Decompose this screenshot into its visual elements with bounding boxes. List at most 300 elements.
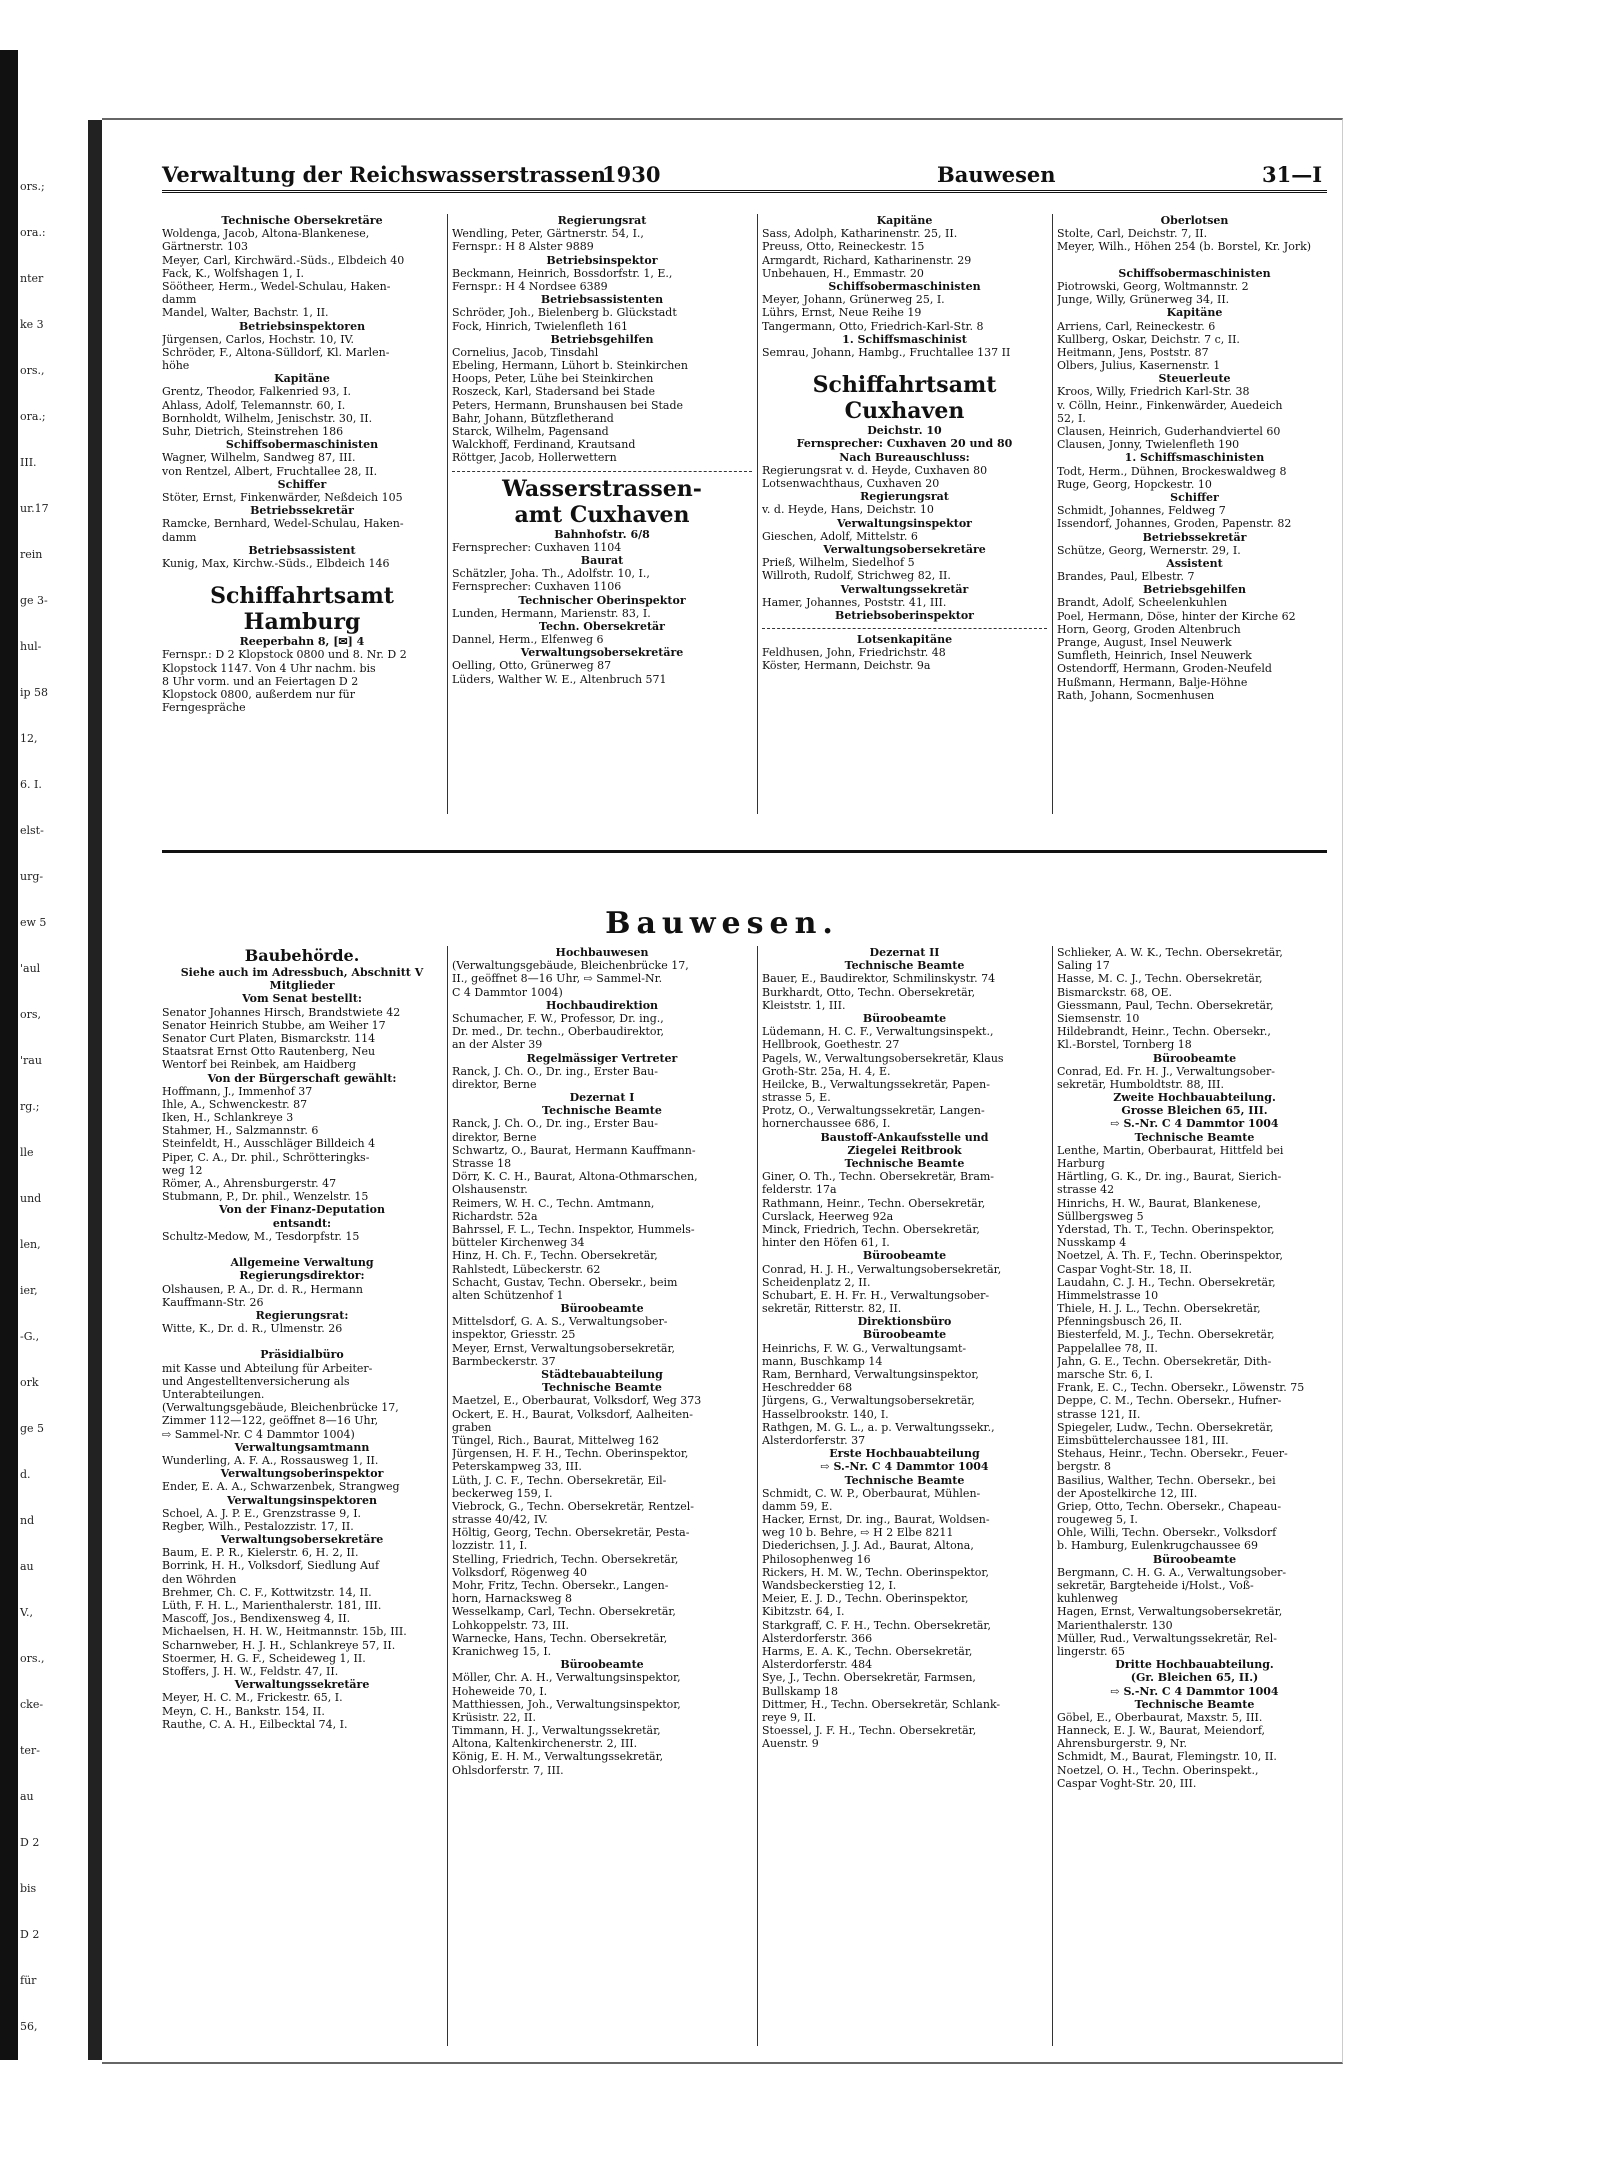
directory-entry: sekretär, Bargteheide i/Holst., Voß-	[1057, 1579, 1254, 1592]
section-heading: Technische Beamte	[844, 1157, 965, 1170]
directory-entry: Fernsprecher: Cuxhaven 1106	[452, 580, 622, 594]
directory-entry: Lohkoppelstr. 73, III.	[452, 1618, 570, 1632]
directory-entry: Ahlass, Adolf, Telemannstr. 60, I.	[162, 398, 346, 412]
directory-entry: mann, Buschkamp 14	[762, 1354, 883, 1368]
stub-fragment: 6. I.	[20, 778, 42, 791]
directory-entry: Lührs, Ernst, Neue Reihe 19	[762, 306, 922, 320]
stub-fragment: 12,	[20, 732, 38, 745]
directory-entry: Alsterdorferstr. 37	[762, 1433, 866, 1447]
section-heading: Städtebauabteilung	[541, 1368, 663, 1381]
directory-entry: Hellbrook, Goethestr. 27	[762, 1038, 900, 1052]
directory-entry: Müller, Rud., Verwaltungssekretär, Rel-	[1057, 1631, 1277, 1645]
section-heading: Regierungsrat	[860, 490, 949, 504]
directory-entry: Klopstock 0800, außerdem nur für	[162, 688, 355, 701]
directory-entry: Stoffers, J. H. W., Feldstr. 47, II.	[162, 1664, 339, 1678]
stub-fragment: d.	[20, 1468, 31, 1481]
directory-entry: Göbel, E., Oberbaurat, Maxstr. 5, III.	[1057, 1710, 1263, 1724]
directory-entry: Noetzel, A. Th. F., Techn. Oberinspektor,	[1057, 1249, 1283, 1263]
directory-entry: v. d. Heyde, Hans, Deichstr. 10	[762, 503, 934, 517]
stub-fragment: ke 3	[20, 318, 44, 331]
directory-entry: Schütze, Georg, Wernerstr. 29, I.	[1057, 543, 1241, 557]
directory-entry: Harms, E. A. K., Techn. Obersekretär,	[762, 1644, 973, 1658]
directory-entry: bergstr. 8	[1057, 1460, 1111, 1474]
section-heading: Verwaltungsobersekretäre	[520, 646, 684, 660]
directory-entry: Schwartz, O., Baurat, Hermann Kauffmann-	[452, 1143, 696, 1157]
directory-entry: Meyer, Ernst, Verwaltungsobersekretär,	[452, 1341, 675, 1355]
section-heading: Steuerleute	[1158, 372, 1231, 386]
directory-entry: Protz, O., Verwaltungssekretär, Langen-	[762, 1104, 985, 1118]
directory-entry: Olshausenstr.	[452, 1183, 528, 1197]
directory-entry: Fernspr.: D 2 Klopstock 0800 und 8. Nr. D 2	[162, 648, 407, 662]
previous-page-stub	[18, 120, 89, 2060]
section-heading: Verwaltungsobersekretäre	[823, 542, 986, 556]
directory-entry: Klopstock 1147. Von 4 Uhr nachm. bis	[162, 661, 376, 675]
directory-entry: Ohlsdorferstr. 7, III.	[452, 1763, 564, 1777]
section-heading: Kapitäne	[876, 214, 933, 227]
directory-entry: Lüdemann, H. C. F., Verwaltungsinspekt.,	[762, 1025, 994, 1039]
directory-entry: kuhlenweg	[1057, 1592, 1118, 1606]
stub-fragment: au	[20, 1790, 34, 1803]
section-title: Bauwesen.	[605, 906, 839, 941]
directory-entry: Woldenga, Jacob, Altona-Blankenese,	[162, 227, 370, 241]
section-heading: Technische Beamte	[1134, 1697, 1255, 1711]
dashed-rule	[762, 622, 1047, 629]
section-heading: Baustoff-Ankaufsstelle und	[820, 1130, 989, 1144]
section-heading: Hochbauwesen	[555, 946, 649, 959]
directory-entry: Söötheer, Herm., Wedel-Schulau, Haken-	[162, 279, 391, 293]
section-heading: ⇨ S.-Nr. C 4 Dammtor 1004	[1110, 1684, 1279, 1698]
section-heading: Oberlotsen	[1160, 214, 1229, 227]
directory-entry: Volksdorf, Rögenweg 40	[452, 1565, 587, 1579]
section-heading: Büroobeamte	[560, 1658, 644, 1672]
directory-entry: Schröder, F., Altona-Sülldorf, Kl. Marlen-	[162, 345, 390, 359]
directory-entry: bütteler Kirchenweg 34	[452, 1236, 585, 1250]
column-divider	[757, 214, 758, 814]
directory-entry: Burkhardt, Otto, Techn. Obersekretär,	[762, 985, 976, 999]
directory-entry: Harburg	[1057, 1157, 1105, 1170]
directory-entry: mit Kasse und Abteilung für Arbeiter-	[162, 1361, 373, 1375]
directory-entry: Minck, Friedrich, Techn. Obersekretär,	[762, 1222, 980, 1236]
section-heading: Büroobeamte	[1152, 1051, 1237, 1065]
directory-entry: Lotsenwachthaus, Cuxhaven 20	[762, 477, 940, 490]
directory-entry: Walckhoff, Ferdinand, Krautsand	[452, 438, 636, 452]
directory-entry: Kranichweg 15, I.	[452, 1644, 552, 1658]
section-heading: Technische Beamte	[844, 959, 965, 973]
directory-entry: Mascoff, Jos., Bendixensweg 4, II.	[162, 1612, 351, 1626]
directory-entry: Alsterdorferstr. 366	[762, 1631, 873, 1645]
directory-entry: Matthiessen, Joh., Verwaltungsinspektor,	[452, 1697, 681, 1711]
section-heading: Schiffer	[1170, 490, 1219, 504]
directory-entry: Meyer, Wilh., Höhen 254 (b. Borstel, Kr. Jork)	[1057, 240, 1312, 254]
column-divider	[447, 946, 448, 2046]
column-divider	[447, 214, 448, 814]
directory-entry: Schumacher, F. W., Professor, Dr. ing.,	[452, 1011, 664, 1025]
directory-entry: Peters, Hermann, Brunshausen bei Stade	[452, 398, 684, 412]
directory-entry: Hoops, Peter, Lühe bei Steinkirchen	[452, 372, 654, 386]
stub-fragment: bis	[20, 1882, 37, 1895]
stub-fragment: D 2	[20, 1836, 40, 1849]
directory-entry: Rathgen, M. G. L., a. p. Verwaltungssekr.,	[762, 1420, 995, 1434]
section-heading: Büroobeamte	[560, 1302, 644, 1316]
stub-fragment: ors.,	[20, 364, 45, 377]
stub-fragment: für	[20, 1974, 37, 1987]
stub-fragment: rein	[20, 548, 43, 561]
directory-entry: Heinrichs, F. W. G., Verwaltungsamt-	[762, 1341, 967, 1355]
directory-entry: Meyer, H. C. M., Frickestr. 65, I.	[162, 1691, 343, 1705]
directory-entry: Himmelstrasse 10	[1057, 1288, 1159, 1302]
section-heading: Betriebssekretär	[250, 504, 354, 518]
directory-entry: Senator Heinrich Stubbe, am Weiher 17	[162, 1018, 386, 1032]
directory-entry: Michaelsen, H. H. W., Heitmannstr. 15b, III.	[162, 1625, 407, 1639]
directory-entry: Curslack, Heerweg 92a	[762, 1209, 894, 1223]
spacer	[162, 570, 442, 583]
directory-entry: Stubmann, P., Dr. phil., Wenzelstr. 15	[162, 1190, 369, 1204]
spacer	[1057, 254, 1332, 267]
spacer	[162, 1243, 442, 1256]
directory-entry: Cornelius, Jacob, Tinsdahl	[452, 345, 599, 359]
directory-entry: Kl.-Borstel, Tornberg 18	[1057, 1038, 1192, 1052]
directory-entry: Bergmann, C. H. G. A., Verwaltungsober-	[1057, 1565, 1287, 1579]
directory-entry: Piper, C. A., Dr. phil., Schrötteringks-	[162, 1150, 370, 1164]
section-heading: 1. Schiffsmaschinisten	[1124, 451, 1265, 465]
section-heading: (Gr. Bleichen 65, II.)	[1130, 1671, 1259, 1685]
directory-entry: alten Schützenhof 1	[452, 1288, 564, 1302]
stub-fragment: ora.;	[20, 410, 46, 423]
directory-entry: Oelling, Otto, Grünerweg 87	[452, 659, 612, 673]
section-heading: Technische Obersekretäre	[221, 214, 383, 227]
section-heading: Verwaltungsobersekretäre	[220, 1533, 384, 1547]
directory-entry: direktor, Berne	[452, 1130, 537, 1144]
running-header	[162, 160, 1327, 193]
directory-entry: Regber, Wilh., Pestalozzistr. 17, II.	[162, 1519, 354, 1533]
directory-entry: Olshausen, P. A., Dr. d. R., Hermann	[162, 1282, 363, 1296]
directory-entry: weg 12	[162, 1163, 203, 1177]
directory-entry: Pagels, W., Verwaltungsobersekretär, Klaus	[762, 1051, 1004, 1065]
directory-entry: Sye, J., Techn. Obersekretär, Farmsen,	[762, 1671, 976, 1685]
directory-entry: Schacht, Gustav, Techn. Obersekr., beim	[452, 1275, 678, 1289]
directory-entry: Hanneck, E. J. W., Baurat, Meiendorf,	[1057, 1724, 1266, 1738]
directory-entry: Kleiststr. 1, III.	[762, 998, 846, 1012]
stub-fragment: len,	[20, 1238, 41, 1251]
stub-fragment: 'aul	[20, 962, 41, 975]
column-divider	[1052, 214, 1053, 814]
stub-fragment: ur.17	[20, 502, 49, 515]
directory-entry: Kauffmann-Str. 26	[162, 1295, 264, 1309]
office-title: Schiffahrtsamt	[812, 372, 997, 399]
directory-entry: den Wöhrden	[162, 1572, 237, 1586]
office-title: Hamburg	[243, 609, 361, 636]
directory-entry: Bornholdt, Wilhelm, Jenischstr. 30, II.	[162, 411, 373, 425]
directory-entry: Süllbergsweg 5	[1057, 1209, 1144, 1223]
directory-entry: hornerchaussee 686, I.	[762, 1117, 891, 1131]
section-heading: ⇨ S.-Nr. C 4 Dammtor 1004	[820, 1460, 989, 1474]
stub-fragment: urg-	[20, 870, 44, 883]
section-heading: Betriebsassistenten	[540, 293, 664, 307]
directory-entry: Wandsbeckerstieg 12, I.	[762, 1579, 897, 1592]
section-rule	[162, 850, 1327, 853]
section-heading: Von der Finanz-Deputation	[219, 1203, 385, 1217]
directory-entry: Grentz, Theodor, Falkenried 93, I.	[162, 385, 351, 399]
directory-entry: Ram, Bernhard, Verwaltungsinspektor,	[762, 1368, 979, 1381]
section-heading: Verwaltungsamtmann	[234, 1440, 370, 1454]
directory-entry: Suhr, Dietrich, Steinstrehen 186	[162, 425, 344, 438]
directory-entry: Piotrowski, Georg, Woltmannstr. 2	[1057, 279, 1249, 293]
directory-entry: Lenthe, Martin, Oberbaurat, Hittfeld bei	[1057, 1143, 1284, 1157]
directory-entry: Giner, O. Th., Techn. Obersekretär, Bram-	[762, 1170, 995, 1184]
directory-entry: Hacker, Ernst, Dr. ing., Baurat, Woldsen-	[762, 1513, 990, 1527]
directory-entry: Staatsrat Ernst Otto Rautenberg, Neu	[162, 1045, 376, 1059]
section-heading: entsandt:	[272, 1216, 332, 1230]
directory-entry: Olbers, Julius, Kasernenstr. 1	[1057, 359, 1221, 373]
directory-entry: Römer, A., Ahrensburgerstr. 47	[162, 1177, 337, 1190]
directory-entry: 8 Uhr vorm. und an Feiertagen D 2	[162, 674, 359, 688]
directory-entry: Meier, E. J. D., Techn. Oberinspektor,	[762, 1592, 969, 1606]
directory-entry: beckerweg 159, I.	[452, 1486, 553, 1500]
directory-entry: Hußmann, Hermann, Balje-Höhne	[1057, 675, 1248, 689]
directory-entry: Yderstad, Th. T., Techn. Oberinspektor,	[1057, 1222, 1275, 1236]
directory-entry: Ruge, Georg, Hopckestr. 10	[1057, 477, 1212, 491]
directory-entry: Fack, K., Wolfshagen 1, I.	[162, 266, 304, 280]
section-heading: Lotsenkapitäne	[856, 633, 953, 647]
stub-fragment: ge 5	[20, 1422, 45, 1435]
directory-entry: Schoel, A. J. P. E., Grenzstrasse 9, I.	[162, 1506, 362, 1520]
top-column-1	[162, 214, 442, 914]
directory-entry: Tüngel, Rich., Baurat, Mittelweg 162	[452, 1433, 660, 1447]
directory-entry: Clausen, Heinrich, Guderhandviertel 60	[1057, 425, 1281, 438]
directory-entry: Schlieker, A. W. K., Techn. Obersekretär,	[1057, 946, 1283, 959]
directory-entry: und Angestelltenversicherung als	[162, 1374, 350, 1388]
directory-entry: Stelling, Friedrich, Techn. Obersekretär,	[452, 1552, 679, 1566]
directory-entry: Krüsistr. 22, II.	[452, 1710, 537, 1724]
directory-entry: Hinz, H. Ch. F., Techn. Obersekretär,	[452, 1249, 658, 1263]
section-heading: Büroobeamte	[862, 1328, 947, 1342]
directory-entry: Dannel, Herm., Elfenweg 6	[452, 633, 604, 647]
directory-entry: Rickers, H. M. W., Techn. Oberinspektor,	[762, 1565, 989, 1579]
header-title: Verwaltung der Reichswasserstrassen	[162, 162, 606, 187]
directory-entry: Ender, E. A. A., Schwarzenbek, Strangweg	[162, 1480, 400, 1494]
section-heading: Dritte Hochbauabteilung.	[1115, 1658, 1274, 1672]
directory-entry: Gieschen, Adolf, Mittelstr. 6	[762, 529, 918, 543]
section-heading: Regierungsrat:	[255, 1308, 349, 1322]
bottom-column-1	[162, 946, 442, 2056]
header-section: Bauwesen	[937, 162, 1056, 187]
section-heading: Schiffsobermaschinisten	[1118, 266, 1271, 280]
directory-entry: Rath, Johann, Socmenhusen	[1057, 688, 1215, 702]
directory-entry: Saling 17	[1057, 959, 1110, 973]
directory-entry: Unterabteilungen.	[162, 1388, 265, 1401]
directory-entry: Schmidt, Johannes, Feldweg 7	[1057, 504, 1226, 518]
directory-entry: Schätzler, Joha. Th., Adolfstr. 10, I.,	[452, 567, 650, 581]
stub-fragment: ors.;	[20, 180, 45, 193]
directory-entry: Heilcke, B., Verwaltungssekretär, Papen-	[762, 1077, 990, 1091]
top-column-3	[762, 214, 1047, 914]
directory-entry: sekretär, Humboldtstr. 88, III.	[1057, 1077, 1224, 1091]
directory-entry: lozzistr. 11, I.	[452, 1539, 528, 1553]
directory-entry: Reimers, W. H. C., Techn. Amtmann,	[452, 1196, 655, 1210]
directory-entry: Siemsenstr. 10	[1057, 1011, 1140, 1025]
directory-entry: Senator Curt Platen, Bismarckstr. 114	[162, 1031, 376, 1045]
directory-entry: graben	[452, 1420, 492, 1434]
directory-entry: Junge, Willy, Grünerweg 34, II.	[1057, 293, 1230, 307]
stub-fragment: nd	[20, 1514, 35, 1527]
stub-fragment: -G.,	[20, 1330, 40, 1343]
bottom-column-4	[1057, 946, 1332, 2056]
stub-fragment: V.,	[20, 1606, 34, 1619]
directory-entry: Barmbeckerstr. 37	[452, 1354, 556, 1368]
directory-entry: Frank, E. C., Techn. Obersekr., Löwenstr. 75	[1057, 1381, 1305, 1395]
directory-entry: Ranck, J. Ch. O., Dr. ing., Erster Bau-	[452, 1117, 658, 1131]
stub-fragment: ors.,	[20, 1652, 45, 1665]
dashed-rule	[452, 465, 752, 472]
directory-entry: der Apostelkirche 12, III.	[1057, 1486, 1198, 1500]
section-heading: Verwaltungsoberinspektor	[220, 1467, 384, 1481]
directory-entry: Preuss, Otto, Reineckestr. 15	[762, 240, 925, 254]
directory-entry: strasse 5, E.	[762, 1091, 831, 1105]
directory-entry: Ferngespräche	[162, 701, 246, 715]
directory-entry: Griep, Otto, Techn. Obersekr., Chapeau-	[1057, 1499, 1282, 1513]
directory-entry: Scharnweber, H. J. H., Schlankreye 57, II.	[162, 1638, 396, 1652]
section-heading: Technische Beamte	[542, 1381, 662, 1395]
directory-entry: ⇨ Sammel-Nr. C 4 Dammtor 1004)	[162, 1427, 355, 1441]
directory-entry: inspektor, Griesstr. 25	[452, 1328, 576, 1342]
directory-entry: Stolte, Carl, Deichstr. 7, II.	[1057, 227, 1208, 241]
directory-entry: b. Hamburg, Eulenkrugchaussee 69	[1057, 1539, 1259, 1553]
directory-entry: Kroos, Willy, Friedrich Karl-Str. 38	[1057, 385, 1250, 399]
section-heading: Mitglieder	[269, 979, 335, 993]
stub-fragment: nter	[20, 272, 44, 285]
section-heading: Von der Bürgerschaft gewählt:	[207, 1071, 397, 1085]
section-heading: Direktionsbüro	[857, 1315, 952, 1329]
directory-entry: Wentorf bei Reinbek, am Haidberg	[162, 1058, 357, 1072]
directory-entry: Meyer, Johann, Grünerweg 25, I.	[762, 293, 945, 307]
directory-entry: Brehmer, Ch. C. F., Kottwitzstr. 14, II.	[162, 1585, 372, 1599]
directory-entry: Witte, K., Dr. d. R., Ulmenstr. 26	[162, 1322, 343, 1336]
directory-entry: Senator Johannes Hirsch, Brandstwiete 42	[162, 1005, 401, 1019]
directory-entry: v. Cölln, Heinr., Finkenwärder, Auedeich	[1057, 398, 1283, 412]
directory-entry: Roszeck, Karl, Stadersand bei Stade	[452, 385, 656, 399]
directory-entry: Schmidt, M., Baurat, Flemingstr. 10, II.	[1057, 1750, 1277, 1764]
directory-entry: Warnecke, Hans, Techn. Obersekretär,	[452, 1631, 668, 1645]
directory-entry: Bullskamp 18	[762, 1684, 839, 1698]
section-heading: Verwaltungssekretäre	[234, 1678, 370, 1692]
directory-entry: Ockert, E. H., Baurat, Volksdorf, Aalheiten-	[452, 1407, 693, 1421]
directory-entry: Jürgensen, Carlos, Hochstr. 10, IV.	[162, 332, 355, 346]
directory-entry: Dörr, K. C. H., Baurat, Altona-Othmarschen,	[452, 1170, 698, 1184]
section-heading: Techn. Obersekretär	[539, 619, 665, 633]
directory-entry: Stoermer, H. G. F., Scheideweg 1, II.	[162, 1651, 366, 1665]
directory-entry: Dr. med., Dr. techn., Oberbaudirektor,	[452, 1025, 665, 1039]
directory-entry: Maetzel, E., Oberbaurat, Volksdorf, Weg 373	[452, 1394, 702, 1408]
directory-entry: Pfenningsbusch 26, II.	[1057, 1315, 1183, 1329]
directory-entry: Bahrssel, F. L., Techn. Inspektor, Hummels-	[452, 1222, 695, 1236]
section-heading: 1. Schiffsmaschinist	[842, 332, 967, 346]
directory-entry: Rahlstedt, Lübeckerstr. 62	[452, 1262, 601, 1276]
section-heading: Vom Senat bestellt:	[242, 992, 362, 1006]
section-heading: Zweite Hochbauabteilung.	[1113, 1091, 1276, 1105]
directory-entry: Peterskampweg 33, III.	[452, 1460, 582, 1474]
section-heading: Allgemeine Verwaltung	[230, 1256, 374, 1270]
directory-entry: Marienthalerstr. 130	[1057, 1618, 1173, 1632]
directory-entry: damm	[162, 293, 197, 307]
directory-entry: Stehaus, Heinr., Techn. Obersekr., Feuer-	[1057, 1447, 1288, 1461]
directory-entry: Fernspr.: H 8 Alster 9889	[452, 240, 594, 254]
section-heading: Dezernat II	[869, 946, 940, 959]
section-heading: Reeperbahn 8, [✉] 4	[239, 635, 365, 649]
directory-entry: Semrau, Johann, Hambg., Fruchtallee 137 II	[762, 345, 1011, 359]
stub-fragment: und	[20, 1192, 42, 1205]
directory-entry: Iken, H., Schlankreye 3	[162, 1111, 294, 1125]
directory-entry: Stöter, Ernst, Finkenwärder, Neßdeich 105	[162, 490, 403, 504]
section-heading: Büroobeamte	[862, 1249, 947, 1263]
bottom-column-3	[762, 946, 1047, 2056]
directory-entry: König, E. H. M., Verwaltungssekretär,	[452, 1750, 664, 1764]
section-heading: Dezernat I	[569, 1091, 635, 1105]
stub-fragment: ier,	[20, 1284, 38, 1297]
directory-entry: Willroth, Rudolf, Strichweg 82, II.	[762, 569, 951, 583]
office-title: Schiffahrtsamt	[210, 583, 394, 610]
directory-entry: Hoheweide 70, I.	[452, 1684, 548, 1698]
directory-entry: Armgardt, Richard, Katharinenstr. 29	[762, 253, 972, 267]
directory-entry: lingerstr. 65	[1057, 1644, 1126, 1658]
directory-entry: horn, Harnacksweg 8	[452, 1592, 573, 1606]
section-heading: Betriebsassistent	[248, 543, 356, 557]
stub-fragment: cke-	[20, 1698, 44, 1711]
directory-entry: Jahn, G. E., Techn. Obersekretär, Dith-	[1057, 1354, 1272, 1368]
section-heading: Nach Bureauschluss:	[839, 450, 970, 464]
office-title: Cuxhaven	[844, 398, 965, 425]
directory-entry: Todt, Herm., Dühnen, Brockeswaldweg 8	[1057, 464, 1287, 478]
section-heading: Betriebssekretär	[1142, 530, 1247, 544]
directory-entry: Strasse 18	[452, 1157, 512, 1170]
directory-entry: Röttger, Jacob, Hollerwettern	[452, 451, 617, 465]
office-title: Baubehörde.	[244, 946, 360, 965]
spacer	[762, 359, 1047, 372]
directory-entry: reye 9, II.	[762, 1710, 817, 1724]
directory-entry: direktor, Berne	[452, 1077, 537, 1091]
directory-entry: Wunderling, A. F. A., Rossausweg 1, II.	[162, 1453, 379, 1467]
section-heading: Baurat	[580, 553, 624, 567]
spacer	[162, 1335, 442, 1348]
directory-entry: Jürgens, G., Verwaltungsobersekretär,	[762, 1394, 975, 1408]
section-heading: Assistent	[1166, 556, 1223, 570]
directory-entry: rougeweg 5, I.	[1057, 1513, 1138, 1527]
directory-entry: Ostendorff, Hermann, Groden-Neufeld	[1057, 662, 1272, 676]
directory-entry: Köster, Hermann, Deichstr. 9a	[762, 659, 931, 673]
directory-entry: Wagner, Wilhelm, Sandweg 87, III.	[162, 451, 356, 465]
directory-entry: Prange, August, Insel Neuwerk	[1057, 636, 1232, 649]
column-divider	[1052, 946, 1053, 2046]
directory-entry: Diederichsen, J. J. Ad., Baurat, Altona,	[762, 1539, 974, 1553]
section-heading: Schiffsobermaschinisten	[225, 438, 379, 452]
directory-entry: strasse 40/42, IV.	[452, 1513, 548, 1527]
section-heading: Technische Beamte	[844, 1473, 965, 1487]
section-heading: Technische Beamte	[1134, 1130, 1255, 1144]
section-heading: Büroobeamte	[1152, 1552, 1237, 1566]
directory-entry: Caspar Voght-Str. 18, II.	[1057, 1262, 1192, 1276]
section-heading: Technische Beamte	[542, 1104, 662, 1118]
directory-entry: Richardstr. 52a	[452, 1209, 538, 1223]
directory-entry: (Verwaltungsgebäude, Bleichenbrücke 17,	[162, 1401, 399, 1415]
directory-entry: Scheidenplatz 2, II.	[762, 1275, 871, 1289]
directory-entry: Conrad, H. J. H., Verwaltungsobersekretär,	[762, 1262, 1002, 1276]
directory-entry: Lunden, Hermann, Marienstr. 83, I.	[452, 606, 651, 620]
header-page-number: 31—I	[1262, 162, 1323, 187]
directory-entry: Viebrock, G., Techn. Obersekretär, Rentzel-	[452, 1499, 694, 1513]
section-heading: Verwaltungsinspektoren	[227, 1493, 377, 1507]
stub-fragment: ork	[20, 1376, 39, 1389]
directory-entry: Beckmann, Heinrich, Bossdorfstr. 1, E.,	[452, 266, 673, 280]
directory-entry: Ihle, A., Schwenckestr. 87	[162, 1097, 308, 1111]
